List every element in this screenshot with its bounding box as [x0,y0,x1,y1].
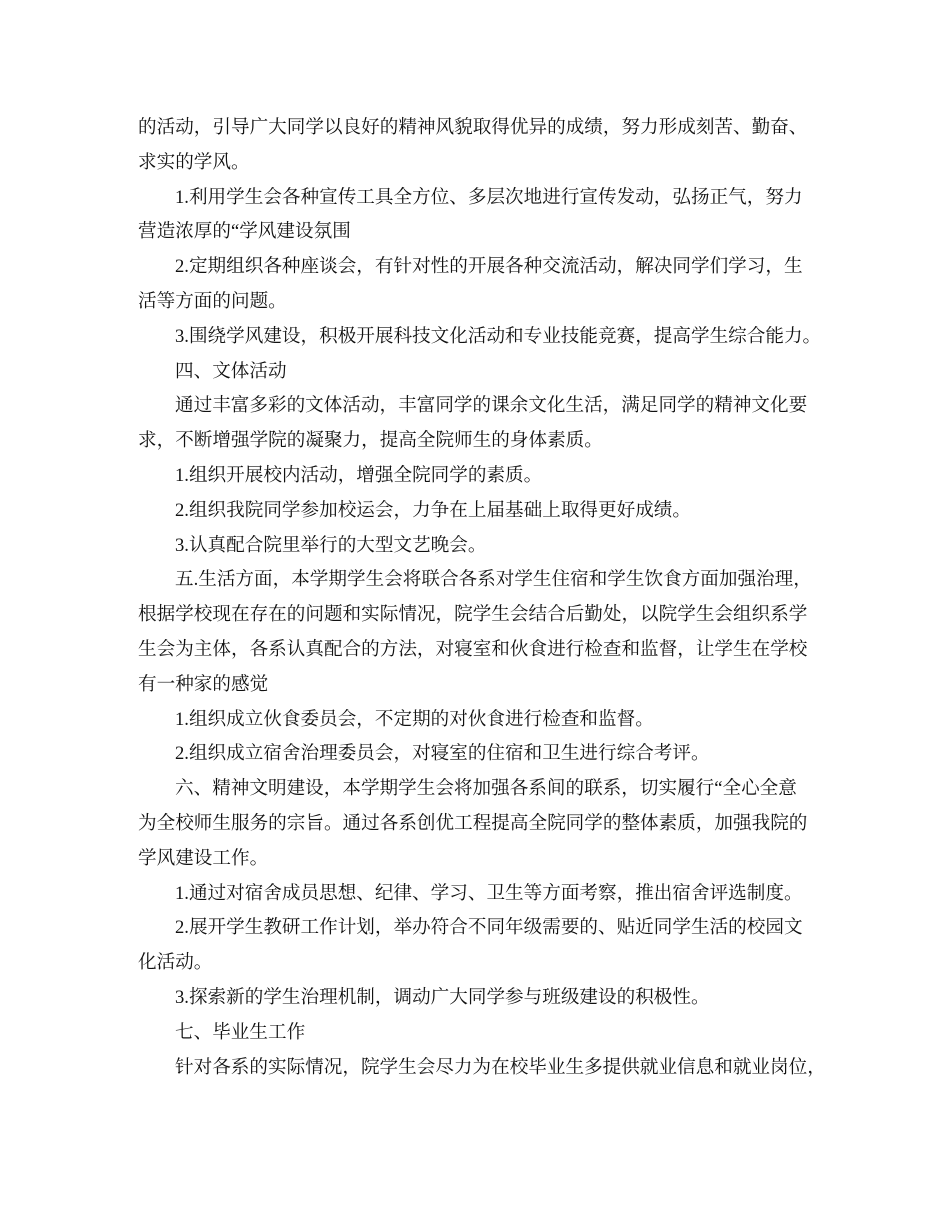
list-item [138,494,828,529]
document-body [138,111,828,1085]
list-item [138,320,828,355]
text-line: 有一种家的感觉 [138,673,269,695]
text-line: 营造浓厚的“学风建设氛围 [138,221,351,243]
text-line: 求实的学风。 [138,151,250,173]
list-item [138,911,828,981]
text-line: 1.组织开展校内活动，增强全院同学的素质。 [175,464,543,486]
text-line: 1.组织成立伙食委员会，不定期的对伙食进行检查和监督。 [175,708,654,730]
paragraph [138,1051,828,1086]
text-line: 求，不断增强学院的凝聚力，提高全院师生的身体素质。 [138,430,603,452]
text-line: 活等方面的问题。 [138,290,287,312]
text-line: 2.组织我院同学参加校运会，力争在上届基础上取得更好成绩。 [175,499,691,521]
text-line: 四、文体活动 [175,360,287,382]
text-line: 针对各系的实际情况，院学生会尽力为在校毕业生多提供就业信息和就业岗位， [175,1056,826,1078]
list-item [138,703,828,738]
text-line: 2.定期组织各种座谈会，有针对性的开展各种交流活动，解决同学们学习，生 [175,256,803,278]
text-line: 1.通过对宿舍成员思想、纪律、学习、卫生等方面考察，推出宿舍评选制度。 [175,882,803,904]
list-item [138,737,828,772]
text-line: 1.利用学生会各种宣传工具全方位、多层次地进行宣传发动，弘扬正气，努力 [175,186,803,208]
text-line: 通过丰富多彩的文体活动，丰富同学的课余文化生活，满足同学的精神文化要 [175,395,808,417]
section-heading [138,355,828,390]
text-line: 五.生活方面，本学期学生会将联合各系对学生住宿和学生饮食方面加强治理， [175,569,812,591]
text-line: 根据学校现在存在的问题和实际情况，院学生会结合后勤处，以院学生会组织系学 [138,604,808,626]
text-line: 生会为主体，各系认真配合的方法，对寝室和伙食进行检查和监督，让学生在学校 [138,638,808,660]
text-line: 3.认真配合院里举行的大型文艺晚会。 [175,534,487,556]
list-item [138,529,828,564]
paragraph [138,389,828,459]
section-paragraph [138,563,828,702]
text-line: 化活动。 [138,952,213,974]
text-line: 六、精神文明建设，本学期学生会将加强各系间的联系，切实履行“全心全意 [175,778,797,800]
list-item [138,181,828,251]
text-line: 的活动，引导广大同学以良好的精神风貌取得优异的成绩，努力形成刻苦、勤奋、 [138,117,808,138]
section-paragraph [138,772,828,876]
section-heading [138,1016,828,1051]
text-line: 3.围绕学风建设，积极开展科技文化活动和专业技能竞赛，提高学生综合能力。 [175,325,822,347]
text-line: 3.探索新的学生治理机制，调动广大同学参与班级建设的积极性。 [175,986,710,1008]
list-item [138,877,828,912]
text-line: 2.组织成立宿舍治理委员会，对寝室的住宿和卫生进行综合考评。 [175,743,710,765]
text-line: 学风建设工作。 [138,847,269,869]
text-line: 2.展开学生教研工作计划，举办符合不同年级需要的、贴近同学生活的校园文 [175,917,803,939]
text-line: 为全校师生服务的宗旨。通过各系创优工程提高全院同学的整体素质，加强我院的 [138,812,808,834]
list-item [138,459,828,494]
list-item [138,250,828,320]
list-item [138,981,828,1016]
text-line: 七、毕业生工作 [175,1021,306,1043]
paragraph-continuation [138,111,828,181]
